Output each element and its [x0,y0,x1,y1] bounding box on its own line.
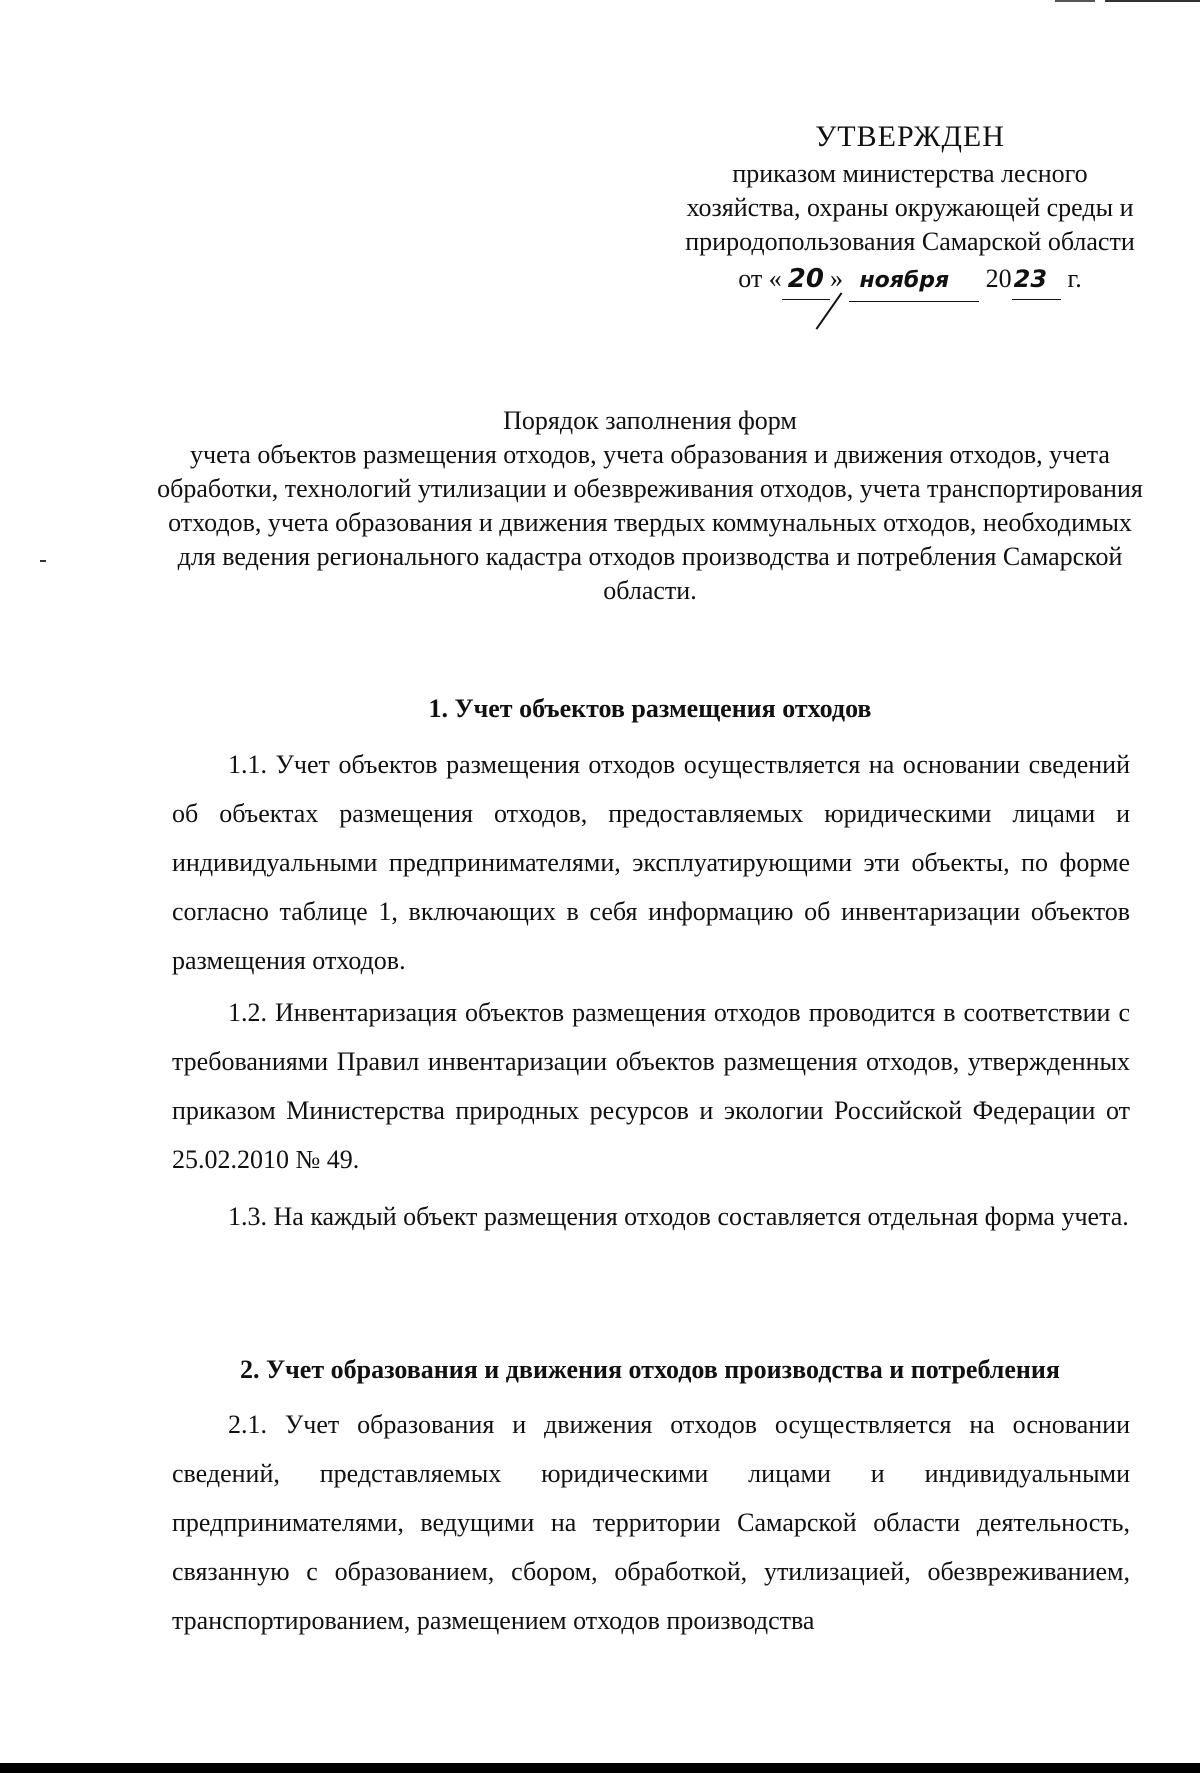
document-title-body: учета объектов размещения отходов, учета образования и движения отходов, учета обработки, технологий утилизации и обезвреживания отходов, учета транспортирования отходов, учета образования и движения твердых коммунальных отходов, необходимых для ведения регионального кадастра отходов производства и потребления Самарской области. [157,440,1143,605]
date-year-handwritten: 23 [1012,259,1061,300]
date-day-handwritten: 20 [782,259,830,300]
date-day-close: » [829,264,843,293]
section-2-heading: 2. Учет образования и движения отходов производства и потребления [240,1355,1060,1384]
document-title [150,404,1150,608]
approval-order-line-3: природопользования Самарской области [685,227,1135,256]
scan-edge-line [1105,0,1200,2]
date-month-handwritten: ноября [849,261,979,302]
paragraph-2-1: 2.1. Учет образования и движения отходов осуществляется на основании сведений, представляемых юридическими лицами и индивидуальными предпринимателями, ведущими на территории Самарской области деятельность, связанную с образованием, сбором, обработкой, утилизацией, обезвреживанием, транспортированием, размещением отходов производства [172,1410,1130,1635]
approval-order-line-2: хозяйства, охраны окружающей среды и [686,193,1134,222]
approval-order-line-1: приказом министерства лесного [732,159,1088,188]
scan-speck [40,560,46,562]
paragraph-1-3: 1.3. На каждый объект размещения отходов составляется отдельная форма учета. [228,1202,1129,1231]
scan-bottom-bar [0,1763,1200,1773]
scan-edge-mark [1055,0,1095,2]
date-suffix: г. [1067,264,1082,293]
date-year-prefix: 20 [985,264,1012,293]
approval-stamp-block [640,117,1180,303]
document-title-line: Порядок заполнения форм [503,406,797,435]
paragraph-1-1: 1.1. Учет объектов размещения отходов осуществляется на основании сведений об объектах размещения отходов, предоставляемых юридическими лицами и индивидуальными предпринимателями, эксплуатирующими эти объекты, по форме согласно таблице 1, включающих в себя информацию об инвентаризации объектов размещения отходов. [172,750,1130,975]
date-prefix: от « [738,264,782,293]
section-1-heading: 1. Учет объектов размещения отходов [428,694,872,723]
paragraph-1-2: 1.2. Инвентаризация объектов размещения отходов проводится в соответствии с требованиями Правил инвентаризации объектов размещения отходов, утвержденных приказом Министерства природных ресурсов и экологии Российской Федерации от 25.02.2010 № 49. [172,998,1130,1174]
approval-title: УТВЕРЖДЕН [815,120,1005,153]
approval-date-line [640,259,1180,303]
